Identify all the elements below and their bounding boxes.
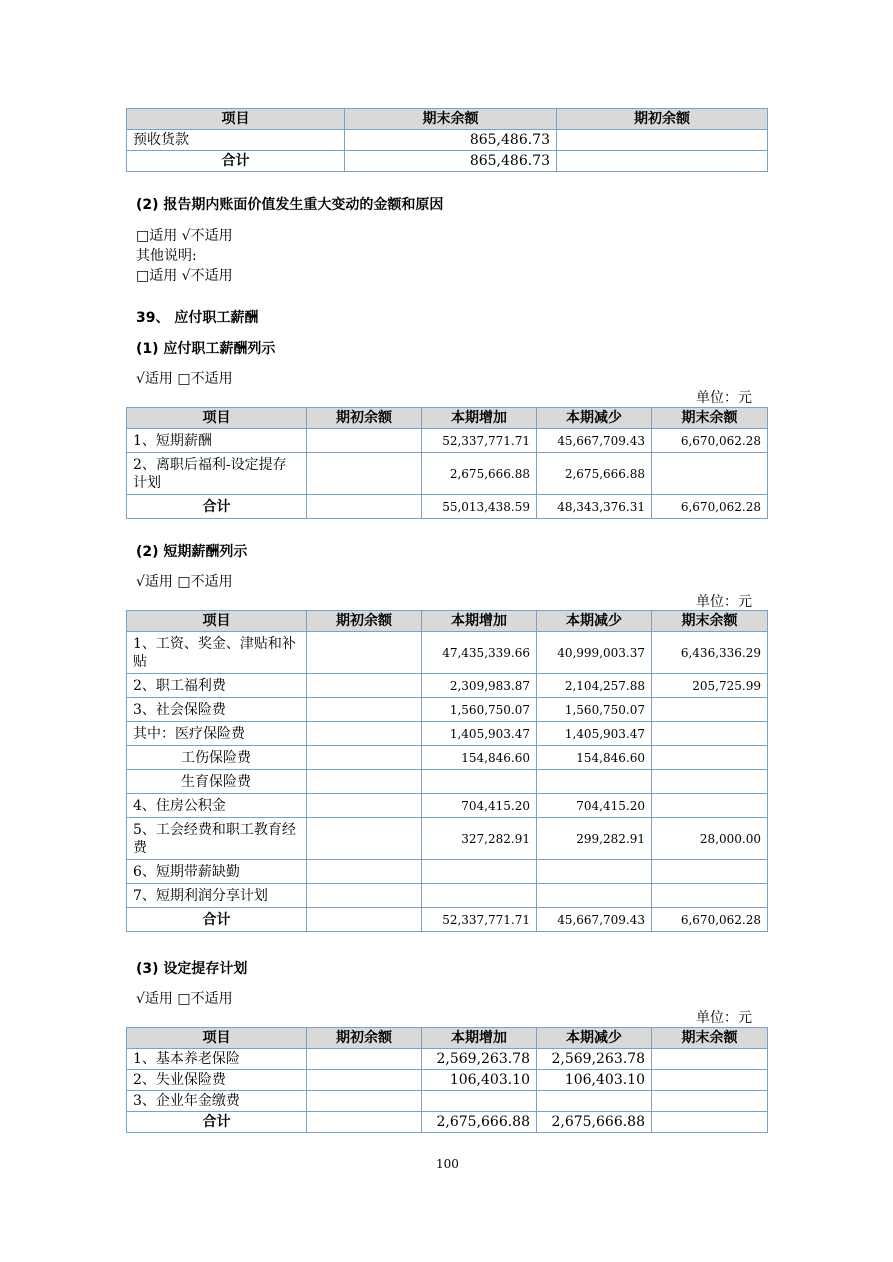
row-label: 合计 [127,495,307,519]
col-header-decrease: 本期减少 [537,611,652,632]
col-header-item: 项目 [127,408,307,429]
row-value [652,860,768,884]
row-value: 2,675,666.88 [537,453,652,495]
row-label: 2、离职后福利-设定提存计划 [127,453,307,495]
row-value [307,794,422,818]
row-value [307,746,422,770]
row-value [652,1049,768,1070]
row-value: 47,435,339.66 [422,632,537,674]
table-row [127,722,768,746]
row-value: 52,337,771.71 [422,908,537,932]
row-value [307,884,422,908]
col-header-opening: 期初余额 [307,611,422,632]
row-value [652,1112,768,1133]
row-label: 其中：医疗保险费 [127,722,307,746]
row-value [422,884,537,908]
row-label: 工伤保险费 [127,746,307,770]
unit-label: 单位：元 [696,594,752,610]
col-header-opening: 期初余额 [307,408,422,429]
row-value [307,860,422,884]
row-value: 55,013,438.59 [422,495,537,519]
row-value: 45,667,709.43 [537,429,652,453]
row-label: 合计 [127,151,345,172]
col-header-increase: 本期增加 [422,408,537,429]
row-value: 40,999,003.37 [537,632,652,674]
row-value: 106,403.10 [422,1070,537,1091]
row-label: 预收货款 [127,130,345,151]
row-value [307,632,422,674]
row-value: 106,403.10 [537,1070,652,1091]
row-value [537,1091,652,1112]
row-value: 2,104,257.88 [537,674,652,698]
row-label: 1、工资、奖金、津贴和补贴 [127,632,307,674]
col-header-ending: 期末余额 [652,1028,768,1049]
table-row-total [127,151,768,172]
col-header-item: 项目 [127,109,345,130]
page-number: 100 [436,1157,459,1171]
row-value: 6,670,062.28 [652,429,768,453]
row-value: 704,415.20 [537,794,652,818]
section-heading: 39、 应付职工薪酬 [136,310,259,326]
row-label: 5、工会经费和职工教育经费 [127,818,307,860]
row-label: 4、住房公积金 [127,794,307,818]
row-value [307,429,422,453]
row-label: 1、基本养老保险 [127,1049,307,1070]
row-value: 1,405,903.47 [422,722,537,746]
row-value: 205,725.99 [652,674,768,698]
row-value: 299,282.91 [537,818,652,860]
row-value: 154,846.60 [537,746,652,770]
row-value [652,698,768,722]
row-value [307,1091,422,1112]
row-value [422,860,537,884]
table-row [127,1091,768,1112]
table-row [127,429,768,453]
col-header-ending: 期末余额 [652,611,768,632]
row-value [652,722,768,746]
row-value [537,770,652,794]
table-row [127,453,768,495]
row-value [652,794,768,818]
row-value [307,674,422,698]
row-value: 52,337,771.71 [422,429,537,453]
col-header-ending: 期末余额 [652,408,768,429]
row-label: 2、职工福利费 [127,674,307,698]
table-row-total [127,1112,768,1133]
row-value [557,151,768,172]
col-header-item: 项目 [127,1028,307,1049]
row-label: 生育保险费 [127,770,307,794]
row-value [307,770,422,794]
row-value [307,698,422,722]
row-value [307,722,422,746]
row-value [422,770,537,794]
col-header-decrease: 本期减少 [537,1028,652,1049]
table-row [127,818,768,860]
row-value [652,1070,768,1091]
row-value: 2,569,263.78 [537,1049,652,1070]
row-value [652,1091,768,1112]
payroll-table [126,407,768,519]
col-header-decrease: 本期减少 [537,408,652,429]
row-value [557,130,768,151]
other-note-label: 其他说明: [136,248,197,264]
short-term-payroll-table [126,610,768,932]
defined-contribution-table [126,1027,768,1133]
applicability-note: √适用 □不适用 [136,371,233,387]
col-header-increase: 本期增加 [422,1028,537,1049]
row-label: 3、社会保险费 [127,698,307,722]
row-value: 48,343,376.31 [537,495,652,519]
row-value [652,453,768,495]
col-header-increase: 本期增加 [422,611,537,632]
row-value: 2,675,666.88 [422,1112,537,1133]
applicability-note: □适用 √不适用 [136,228,233,244]
row-value [307,818,422,860]
table-row [127,746,768,770]
table-row [127,632,768,674]
table-row-total [127,495,768,519]
row-value: 6,436,336.29 [652,632,768,674]
row-label: 合计 [127,908,307,932]
row-value [307,908,422,932]
section-heading: (2) 报告期内账面价值发生重大变动的金额和原因 [136,197,444,213]
row-value: 1,405,903.47 [537,722,652,746]
col-header-opening-balance: 期初余额 [557,109,768,130]
section-heading: (2) 短期薪酬列示 [136,544,248,560]
row-value: 1,560,750.07 [422,698,537,722]
table-row [127,674,768,698]
row-value: 2,309,983.87 [422,674,537,698]
row-value [307,453,422,495]
applicability-note: □适用 √不适用 [136,268,233,284]
row-value [537,884,652,908]
row-value [652,746,768,770]
table-row [127,698,768,722]
row-value: 154,846.60 [422,746,537,770]
row-value [307,495,422,519]
row-value: 2,675,666.88 [537,1112,652,1133]
table-row-total [127,908,768,932]
row-value [652,884,768,908]
col-header-ending-balance: 期末余额 [345,109,557,130]
row-value [422,1091,537,1112]
row-value [537,860,652,884]
row-value: 2,675,666.88 [422,453,537,495]
table-row [127,770,768,794]
table-row [127,130,768,151]
row-value: 45,667,709.43 [537,908,652,932]
section-heading: (1) 应付职工薪酬列示 [136,341,276,357]
table-row [127,794,768,818]
table-row [127,884,768,908]
col-header-opening: 期初余额 [307,1028,422,1049]
row-label: 7、短期利润分享计划 [127,884,307,908]
row-value [307,1049,422,1070]
table-row [127,1049,768,1070]
row-value: 28,000.00 [652,818,768,860]
applicability-note: √适用 □不适用 [136,574,233,590]
row-label: 合计 [127,1112,307,1133]
row-label: 1、短期薪酬 [127,429,307,453]
row-value: 6,670,062.28 [652,908,768,932]
row-value: 6,670,062.28 [652,495,768,519]
row-label: 2、失业保险费 [127,1070,307,1091]
unit-label: 单位：元 [696,1010,752,1026]
unit-label: 单位：元 [696,390,752,406]
row-label: 6、短期带薪缺勤 [127,860,307,884]
row-value: 865,486.73 [345,130,557,151]
row-value: 327,282.91 [422,818,537,860]
advance-receipts-table [126,108,768,172]
table-row [127,1070,768,1091]
row-value: 1,560,750.07 [537,698,652,722]
row-value: 2,569,263.78 [422,1049,537,1070]
table-row [127,860,768,884]
col-header-item: 项目 [127,611,307,632]
row-value [652,770,768,794]
section-heading: (3) 设定提存计划 [136,961,248,977]
row-value: 865,486.73 [345,151,557,172]
row-value: 704,415.20 [422,794,537,818]
row-value [307,1112,422,1133]
row-label: 3、企业年金缴费 [127,1091,307,1112]
applicability-note: √适用 □不适用 [136,991,233,1007]
row-value [307,1070,422,1091]
